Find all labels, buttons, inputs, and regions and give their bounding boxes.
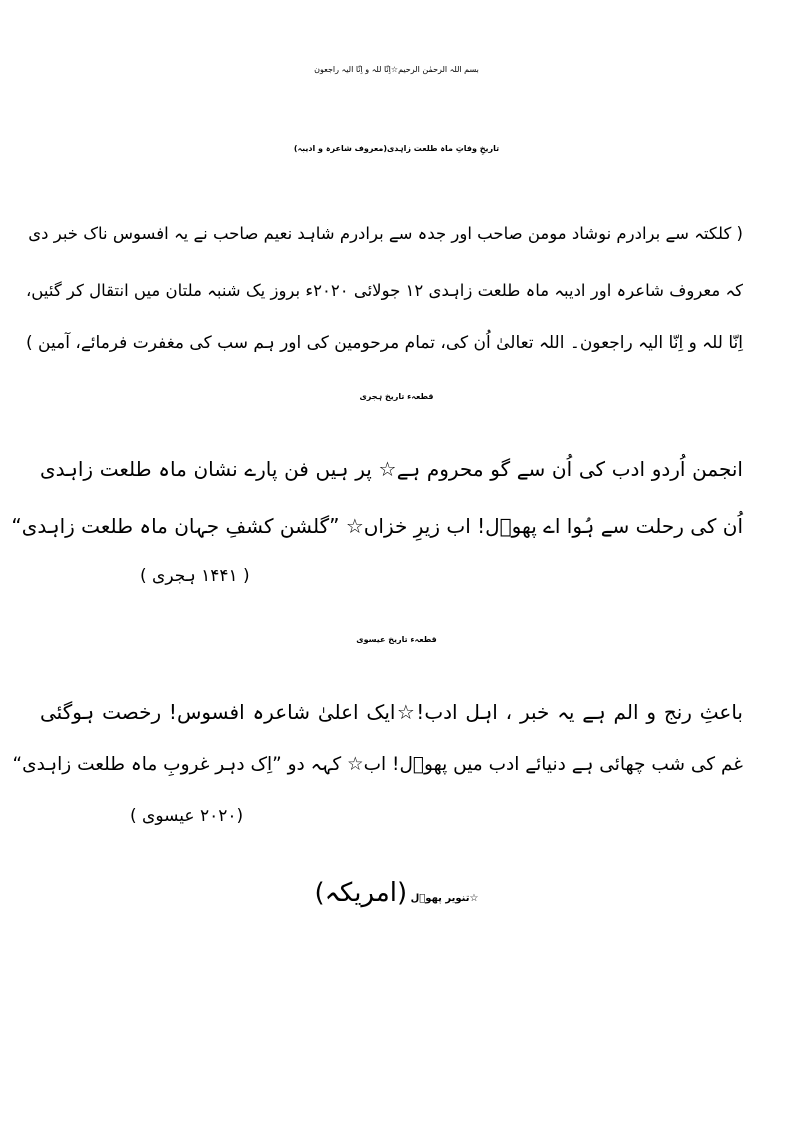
qita-hijri-verse-1: انجمن اُردو ادب کی اُن سے گو محروم ہے☆ پر ہیں فن پارے نشان ماہ طلعت زاہدی (40, 457, 743, 481)
qita-hijri-date: ( ۱۴۴۱ ہجری ) (140, 566, 250, 586)
signature-place: (امریکہ) (314, 878, 408, 908)
intro-line-2: کہ معروف شاعرہ اور ادیبہ ماہ طلعت زاہدی ۱۲ جولائی ۲۰۲۰ء بروز یک شنبہ ملتان میں انتقال کر گئیں، (25, 281, 743, 300)
qita-isawi-heading: قطعہء تاریخ عیسوی (356, 635, 437, 644)
page-title: تاریخِ وفاتِ ماہ طلعت زاہدی(معروف شاعرہ و ادیبہ) (293, 144, 500, 153)
signature-name: ☆تنویر پھوؔل (410, 893, 479, 904)
qita-isawi-verse-2: غم کی شب چھائی ہے دنیائے ادب میں پھوؔل! اب☆ کہہ دو ”اِک دہر غروبِ ماہ طلعت زاہدی“ (12, 754, 743, 775)
qita-isawi-date: (۲۰۲۰ عیسوی ) (130, 806, 244, 826)
intro-line-3: اِنّا للہ و اِنّا الیہ راجعون۔ اللہ تعالیٰ اُن کی، تمام مرحومین کی اور ہم سب کی مغفرت فرمائے، آمین ) (26, 333, 743, 353)
signature (0, 880, 793, 906)
intro-line-1: ( کلکتہ سے برادرم نوشاد مومن صاحب اور جدہ سے برادرم شاہد نعیم صاحب نے یہ افسوس ناک خبر دی (28, 224, 743, 243)
qita-hijri-verse-2: اُن کی رحلت سے ہُوا اے پھوؔل! اب زیرِ خزاں☆ ”گلشن کشفِ جہان ماہ طلعت زاہدی“ (11, 514, 743, 538)
qita-hijri-heading: قطعہء تاریخ ہجری (359, 392, 434, 401)
bismillah-header: بسم اللہ الرحمٰن الرحیم☆اِنّا للہ و اِنّا الیہ راجعون (314, 65, 479, 74)
qita-isawi-verse-1: باعثِ رنج و الم ہے یہ خبر ، اہل ادب!☆ایک اعلیٰ شاعرہ افسوس! رخصت ہوگئی (40, 700, 743, 724)
